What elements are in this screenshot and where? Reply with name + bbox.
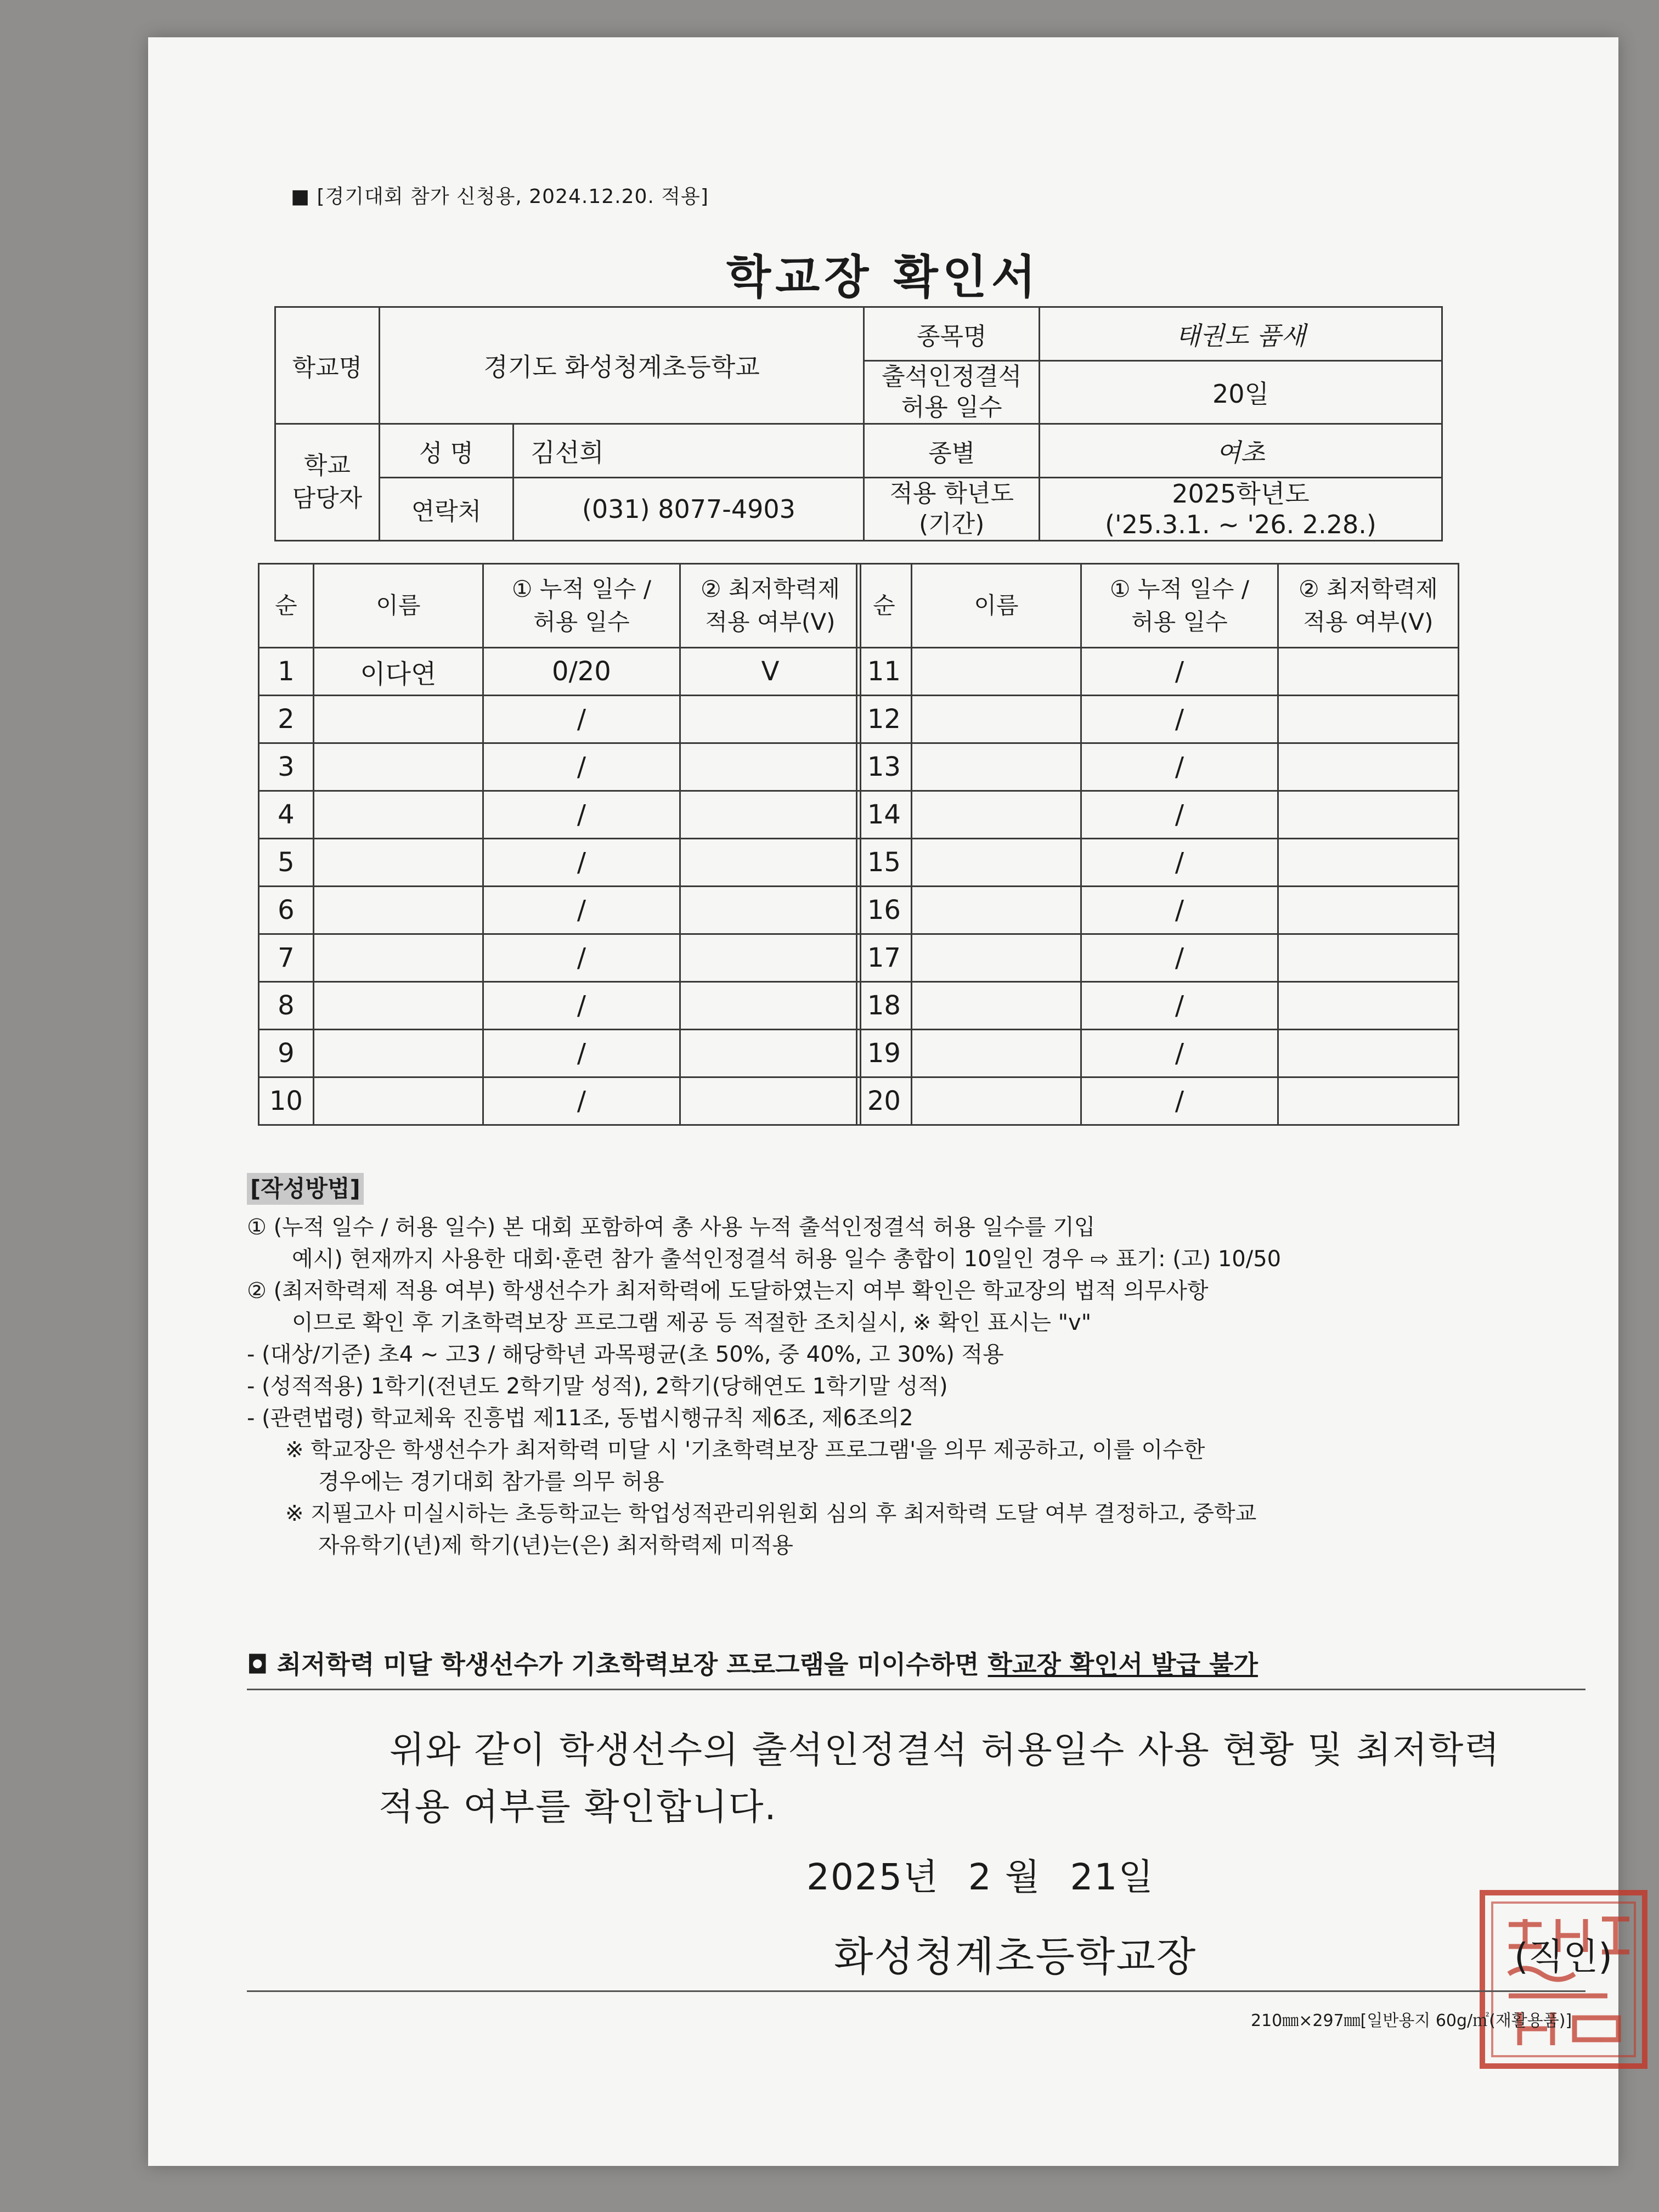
student-name [313,743,483,791]
instruction-line: ① (누적 일수 / 허용 일수) 본 대회 포함하여 총 사용 누적 출석인정결석 허용 일수를 기입 [247,1215,1096,1240]
school-name-label: 학교명 [275,307,380,424]
row-number: 14 [857,791,912,839]
min-academic-check [1278,791,1458,839]
contact-label: 학교 담당자 [275,424,380,541]
roster-row [857,982,1459,1030]
cumulative-days: / [1081,791,1278,839]
min-academic-check [680,887,860,934]
seal-label: (직인) [1514,1936,1613,1978]
student-name [313,839,483,887]
row-number: 20 [857,1077,912,1125]
instruction-line: ② (최저학력제 적용 여부) 학생선수가 최저학력에 도달하였는지 여부 확인은 학교장의 법적 의무사항 [247,1278,1209,1304]
student-name [313,696,483,743]
roster-row [857,934,1459,982]
min-academic-check [680,982,860,1030]
row-number: 2 [259,696,314,743]
notice-text: ◘ 최저학력 미달 학생선수가 기초학력보장 프로그램을 미이수하면 [247,1650,988,1679]
student-name [911,791,1081,839]
student-name [313,982,483,1030]
row-number: 18 [857,982,912,1030]
min-academic-check [1278,1030,1458,1077]
cumulative-days: / [1081,887,1278,934]
person-label: 성 명 [379,424,514,478]
row-number: 9 [259,1030,314,1077]
document-title: 학교장 확인서 [726,250,1041,304]
min-academic-check [1278,839,1458,887]
min-academic-check [1278,887,1458,934]
min-academic-check [1278,743,1458,791]
instruction-line: 자유학기(년)제 학기(년)는(은) 최저학력제 미적용 [318,1533,793,1558]
roster-table-left [258,563,861,1126]
cumulative-days: / [1081,839,1278,887]
date-year: 2025년 [806,1856,939,1898]
roster-row [259,791,861,839]
col-header-name: 이름 [911,564,1081,648]
cumulative-days: / [483,696,680,743]
col-header-min: ② 최저학력제 적용 여부(V) [1278,564,1458,648]
min-academic-check [1278,648,1458,696]
student-name [313,1077,483,1125]
roster-row [857,743,1459,791]
notice [247,1645,1575,1681]
instruction-line: 경우에는 경기대회 참가를 의무 허용 [318,1469,664,1494]
roster-row [259,1077,861,1125]
instruction-line: 이므로 확인 후 기초학력보장 프로그램 제공 등 적절한 조치실시, ※ 확인 표시는 "v" [292,1310,1092,1335]
roster-row [259,696,861,743]
row-number: 3 [259,743,314,791]
cumulative-days: / [1081,934,1278,982]
row-number: 15 [857,839,912,887]
absence-days-value: 20일 [1039,361,1442,424]
notice-emphasis: 학교장 확인서 발급 불가 [988,1650,1258,1679]
issue-date [806,1848,1171,1900]
min-academic-check [1278,1077,1458,1125]
info-table [274,306,1443,541]
roster-row [259,982,861,1030]
cumulative-days: / [1081,1030,1278,1077]
cumulative-days: / [1081,696,1278,743]
instruction-line: - (대상/기준) 초4 ~ 고3 / 해당학년 과목평균(초 50%, 중 40%, 고 30%) 적용 [247,1342,1004,1367]
row-number: 13 [857,743,912,791]
min-academic-check [1278,696,1458,743]
confirmation-line: 적용 여부를 확인합니다. [379,1786,777,1828]
cumulative-days: / [483,887,680,934]
cumulative-days: / [483,982,680,1030]
student-name [911,934,1081,982]
roster-row [857,1077,1459,1125]
sport-value: 태권도 품새 [1039,307,1442,361]
instructions-heading: [작성방법] [247,1173,364,1205]
form-tag: ■ [경기대회 참가 신청용, 2024.12.20. 적용] [291,185,709,208]
period-value: ('25.3.1. ~ '26. 2.28.) [1105,510,1376,539]
student-name [911,887,1081,934]
row-number: 17 [857,934,912,982]
year-value: 2025학년도 [1172,479,1310,509]
divider-top [247,1689,1585,1690]
phone-label: 연락처 [379,478,514,541]
year-label: 적용 학년도 (기간) [864,478,1040,541]
min-academic-check [680,1077,860,1125]
roster-row [259,887,861,934]
year-cell [1039,478,1442,541]
roster-row [259,934,861,982]
row-number: 8 [259,982,314,1030]
student-name [911,839,1081,887]
student-name [911,743,1081,791]
row-number: 4 [259,791,314,839]
cumulative-days: / [483,791,680,839]
min-academic-check [680,743,860,791]
student-name [313,791,483,839]
confirmation-line: 위와 같이 학생선수의 출석인정결석 허용일수 사용 현황 및 최저학력 [390,1729,1501,1771]
roster-row [259,648,861,696]
student-name: 이다연 [313,648,483,696]
official-seal-stamp [1476,1886,1651,2073]
roster-row [857,839,1459,887]
row-number: 11 [857,648,912,696]
cumulative-days: 0/20 [483,648,680,696]
instruction-line: - (성적적용) 1학기(전년도 2학기말 성적), 2학기(당해연도 1학기말 성적) [247,1374,948,1399]
row-number: 5 [259,839,314,887]
min-academic-check [1278,982,1458,1030]
absence-days-label: 출석인정결석 허용 일수 [864,361,1040,424]
roster-row [857,648,1459,696]
person-value: 김선희 [514,424,864,478]
instruction-line: 예시) 현재까지 사용한 대회·훈련 참가 출석인정결석 허용 일수 총합이 10일인 경우 ⇨ 표기: (고) 10/50 [292,1246,1282,1272]
roster-row [259,743,861,791]
cumulative-days: / [483,743,680,791]
cumulative-days: / [1081,1077,1278,1125]
student-name [911,696,1081,743]
row-number: 12 [857,696,912,743]
instruction-line: ※ 학교장은 학생선수가 최저학력 미달 시 '기초학력보장 프로그램'을 의무 제공하고, 이를 이수한 [285,1437,1205,1463]
instruction-line: ※ 지필고사 미실시하는 초등학교는 학업성적관리위원회 심의 후 최저학력 도달 여부 결정하고, 중학교 [285,1501,1257,1526]
category-value: 여초 [1039,424,1442,478]
min-academic-check [680,934,860,982]
min-academic-check [680,791,860,839]
col-header-days: ① 누적 일수 / 허용 일수 [1081,564,1278,648]
row-number: 19 [857,1030,912,1077]
divider-bottom [247,1990,1585,1992]
sport-label: 종목명 [864,307,1040,361]
instructions [247,1173,1564,1561]
student-name [911,982,1081,1030]
cumulative-days: / [483,839,680,887]
cumulative-days: / [483,1077,680,1125]
student-name [313,934,483,982]
roster-row [857,1030,1459,1077]
date-month: 2 월 [968,1856,1041,1898]
min-academic-check [680,839,860,887]
row-number: 7 [259,934,314,982]
document-sheet [148,37,1618,2166]
phone-value: (031) 8077-4903 [514,478,864,541]
row-number: 6 [259,887,314,934]
col-header-min: ② 최저학력제 적용 여부(V) [680,564,860,648]
col-header-no: 순 [259,564,314,648]
cumulative-days: / [483,934,680,982]
min-academic-check [680,1030,860,1077]
student-name [313,887,483,934]
col-header-no: 순 [857,564,912,648]
student-name [911,1030,1081,1077]
date-day: 21일 [1070,1856,1155,1898]
student-name [911,648,1081,696]
row-number: 10 [259,1077,314,1125]
roster-row [259,1030,861,1077]
cumulative-days: / [1081,982,1278,1030]
min-academic-check [680,696,860,743]
category-label: 종별 [864,424,1040,478]
confirmation-text [379,1722,1596,1836]
student-name [911,1077,1081,1125]
cumulative-days: / [1081,743,1278,791]
min-academic-check [1278,934,1458,982]
roster-table-right [856,563,1459,1126]
paper-spec-footer: 210㎜×297㎜[일반용지 60g/㎡(재활용품)] [1251,2011,1572,2030]
instruction-line: - (관련법령) 학교체육 진흥법 제11조, 동법시행규칙 제6조, 제6조의2 [247,1406,913,1431]
principal-name: 화성청계초등학교장 [834,1933,1197,1980]
row-number: 1 [259,648,314,696]
roster-row [857,791,1459,839]
row-number: 16 [857,887,912,934]
roster-row [857,887,1459,934]
min-academic-check: V [680,648,860,696]
col-header-days: ① 누적 일수 / 허용 일수 [483,564,680,648]
col-header-name: 이름 [313,564,483,648]
cumulative-days: / [1081,648,1278,696]
roster-row [857,696,1459,743]
cumulative-days: / [483,1030,680,1077]
roster-row [259,839,861,887]
school-name-value: 경기도 화성청계초등학교 [379,307,864,424]
student-name [313,1030,483,1077]
